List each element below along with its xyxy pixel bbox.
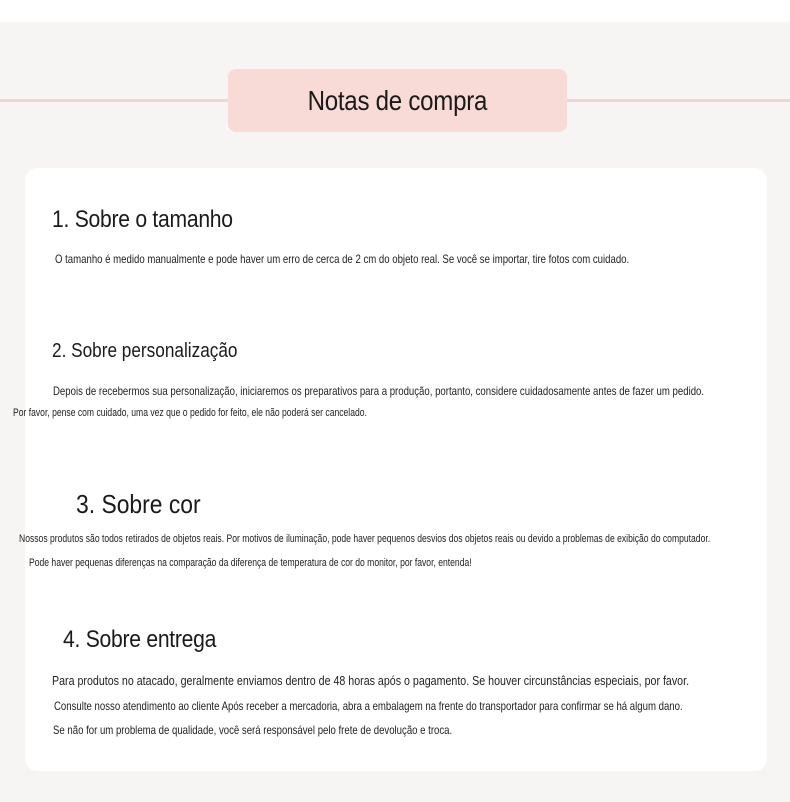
section-size-text: O tamanho é medido manualmente e pode haver um erro de cerca de 2 cm do objeto real. Se você se importar, tire fotos com cuidado. [55,252,630,266]
title-rule-right [567,99,790,102]
section-delivery-text-1: Para produtos no atacado, geralmente enviamos dentro de 48 horas após o pagamento. Se houver circunstâncias especiais, por favor. [52,673,690,688]
section-heading-customization: 2. Sobre personalização [52,340,238,362]
section-heading-color: 3. Sobre cor [76,489,201,519]
title-rule-left [0,99,228,102]
section-customization-text-2: Por favor, pense com cuidado, uma vez que o pedido for feito, ele não poderá ser cancelado. [13,407,367,419]
page-title: Notas de compra [307,84,488,116]
top-strip [0,0,790,22]
section-delivery-text-2: Consulte nosso atendimento ao cliente Após receber a mercadoria, abra a embalagem na frente do transportador para confirmar se há algum dano. [54,699,683,713]
section-customization-text-1: Depois de recebermos sua personalização, iniciaremos os preparativos para a produção, portanto, considere cuidadosamente antes de fazer um pedido. [53,384,705,398]
section-delivery-text-3: Se não for um problema de qualidade, você será responsável pelo frete de devolução e troca. [53,723,453,737]
section-heading-delivery: 4. Sobre entrega [63,626,217,653]
section-heading-size: 1. Sobre o tamanho [52,206,233,233]
section-color-text-1: Nossos produtos são todos retirados de objetos reais. Por motivos de iluminação, pode haver pequenos desvios dos objetos reais ou devido a problemas de exibição do computador. [19,533,711,545]
section-color-text-2: Pode haver pequenas diferenças na comparação da diferença de temperatura de cor do monitor, por favor, entenda! [29,557,472,569]
title-banner [228,69,567,132]
